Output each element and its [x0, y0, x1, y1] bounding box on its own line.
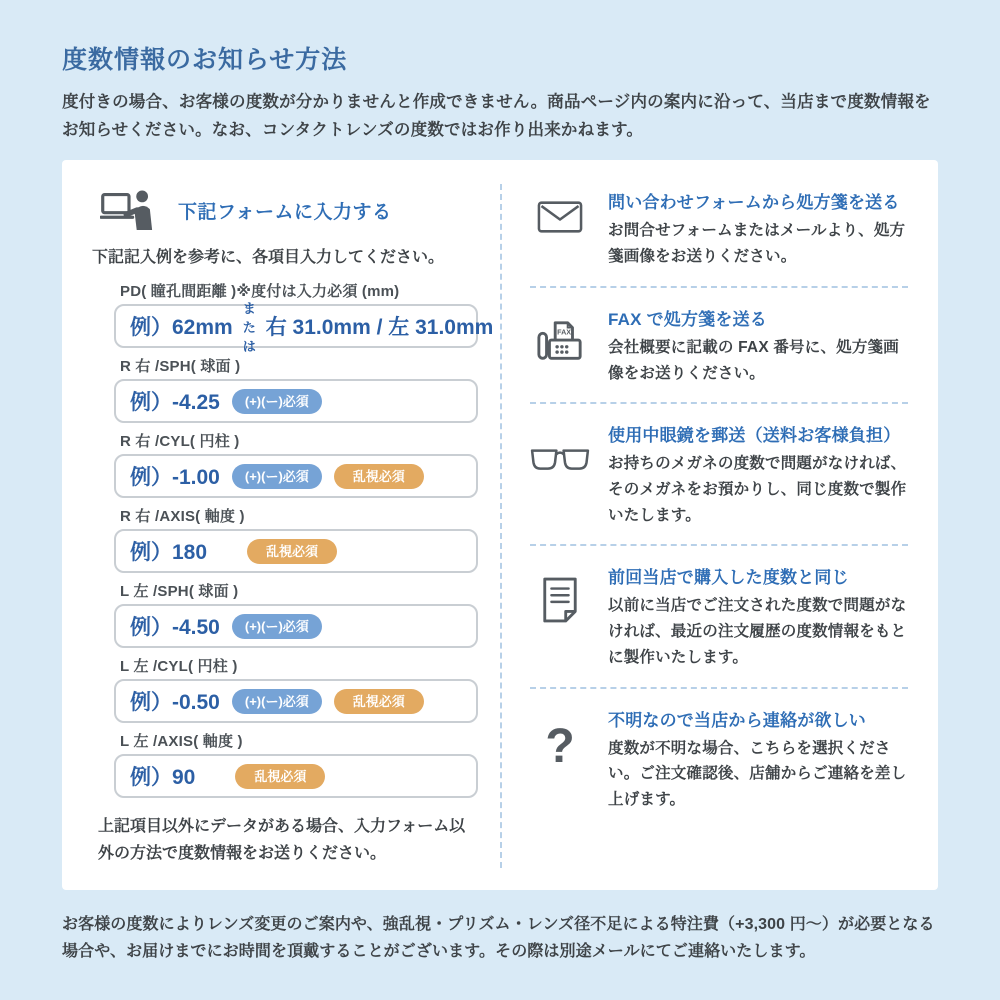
intro-paragraph: 度付きの場合、お客様の度数が分かりませんと作成できません。商品ページ内の案内に沿って、当店まで度数情報をお知らせください。なお、コンタクトレンズの度数ではお作り出来かねます。: [62, 93, 931, 139]
form-instruction: 下記記入例を参考に、各項目入力してください。: [92, 249, 445, 267]
field-example: 例）-0.50: [130, 691, 220, 715]
method-unknown-contact: [530, 687, 908, 829]
plus-minus-required-badge: (+)(ー)必須: [232, 689, 322, 714]
form-section-header: [100, 188, 478, 232]
form-fields: [114, 280, 494, 798]
field-example-connector: または: [242, 300, 256, 354]
fax-icon: [530, 303, 590, 386]
astigmatism-required-badge: 乱視必須: [247, 539, 337, 564]
envelope-icon: [530, 186, 590, 269]
fax-paper-label: FAX: [557, 327, 572, 337]
field-l-sph: [114, 580, 478, 648]
field-example-box: [114, 454, 478, 498]
method-text: お持ちのメガネの度数で問題がなければ、そのメガネをお預かりし、同じ度数で製作いたします。: [608, 455, 907, 524]
astigmatism-required-badge: 乱視必須: [334, 689, 424, 714]
method-text: 会社概要に記載の FAX 番号に、処方箋画像をお送りください。: [608, 338, 899, 382]
field-example: 例）-4.25: [130, 391, 220, 415]
method-mail-glasses: [530, 402, 908, 544]
method-heading: 使用中眼鏡を郵送（送料お客様負担）: [608, 426, 901, 446]
plus-minus-required-badge: (+)(ー)必須: [232, 464, 322, 489]
form-footer-note: 上記項目以外にデータがある場合、入力フォーム以外の方法で度数情報をお送りください。: [98, 818, 466, 862]
plus-minus-required-badge: (+)(ー)必須: [232, 389, 322, 414]
question-icon: ?: [545, 719, 575, 773]
field-pd: [114, 280, 494, 354]
field-example-box: [114, 379, 478, 423]
document-icon: [530, 561, 590, 670]
method-previous-order: [530, 544, 908, 686]
plus-minus-required-badge: (+)(ー)必須: [232, 614, 322, 639]
field-example-box: [114, 300, 494, 354]
form-example-column: [92, 184, 502, 867]
field-example: 例）-4.50: [130, 616, 220, 640]
field-label: R 右 /CYL( 円柱 ): [120, 433, 240, 451]
field-label: R 右 /AXIS( 軸度 ): [120, 508, 245, 526]
field-r-sph: [114, 355, 478, 423]
field-r-cyl: [114, 430, 478, 498]
field-example: 例）90: [130, 766, 196, 790]
field-label: R 右 /SPH( 球面 ): [120, 358, 241, 376]
field-l-cyl: [114, 655, 478, 723]
form-section-title: 下記フォームに入力する: [178, 201, 392, 223]
method-text: 以前に当店でご注文された度数で問題がなければ、最近の注文履歴の度数情報をもとに製作いたします。: [608, 597, 907, 666]
field-example-box: [114, 529, 478, 573]
page-title: 度数情報のお知らせ方法: [62, 46, 348, 74]
other-methods-column: [502, 184, 908, 867]
field-label: L 左 /SPH( 球面 ): [120, 583, 239, 601]
field-label: L 左 /AXIS( 軸度 ): [120, 733, 243, 751]
field-example-box: [114, 679, 478, 723]
info-card: [62, 160, 938, 889]
field-example: 例）-1.00: [130, 466, 220, 490]
field-label: L 左 /CYL( 円柱 ): [120, 658, 238, 676]
footer-note: お客様の度数によりレンズ変更のご案内や、強乱視・プリズム・レンズ径不足による特注費（+3,300 円～）が必要となる場合や、お届けまでにお時間を頂戴することがございます。その際は別途メールにてご連絡いたします。: [62, 915, 935, 960]
field-example-box: [114, 754, 478, 798]
method-text: 度数が不明な場合、こちらを選択ください。ご注文確認後、店舗からご連絡を差し上げます。: [608, 739, 907, 809]
method-heading: 不明なので当店から連絡が欲しい: [608, 710, 866, 730]
astigmatism-required-badge: 乱視必須: [235, 764, 325, 789]
field-example: 例）62mm: [130, 316, 233, 340]
method-heading: 前回当店で購入した度数と同じ: [608, 568, 849, 588]
method-contact-form: [530, 184, 908, 285]
method-text: お問合せフォームまたはメールより、処方箋画像をお送りください。: [608, 222, 906, 266]
method-heading: FAX で処方箋を送る: [608, 309, 767, 329]
astigmatism-required-badge: 乱視必須: [334, 464, 424, 489]
field-example-alt: 右 31.0mm / 左 31.0mm: [265, 316, 494, 340]
field-example-box: [114, 604, 478, 648]
field-example: 例）180: [130, 541, 208, 565]
glasses-icon: [530, 419, 590, 528]
method-heading: 問い合わせフォームから処方箋を送る: [608, 193, 900, 213]
field-label: PD( 瞳孔間距離 )※度付は入力必須 (mm): [120, 283, 400, 301]
method-fax: [530, 286, 908, 402]
field-r-axis: [114, 505, 478, 573]
person-at-computer-icon: [100, 188, 158, 232]
field-l-axis: [114, 730, 478, 798]
